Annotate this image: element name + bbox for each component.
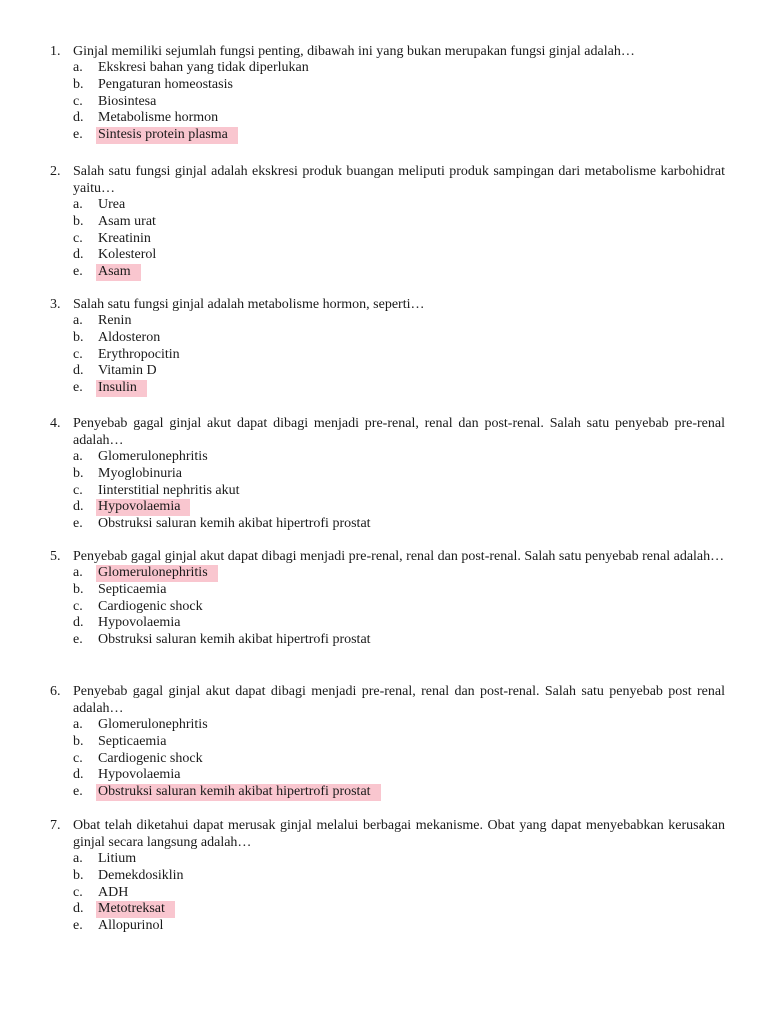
question-prompt (50, 683, 725, 717)
question-3 (50, 296, 725, 397)
answer-option (73, 918, 725, 935)
question-text: Penyebab gagal ginjal akut dapat dibagi menjadi pre-renal, renal dan post-renal. Salah satu penyebab post renal adalah… (73, 684, 725, 716)
question-number: 4. (50, 416, 61, 431)
option-text: Obstruksi saluran kemih akibat hipertrofi prostat (98, 516, 371, 532)
answer-option (73, 347, 725, 364)
option-list (50, 449, 725, 533)
option-letter: e. (73, 264, 83, 280)
option-letter: c. (73, 884, 83, 900)
answer-option-highlighted (73, 127, 725, 144)
option-text: Demekdosiklin (98, 867, 184, 883)
option-letter: c. (73, 598, 83, 614)
question-number: 1. (50, 44, 61, 59)
option-text: Metabolisme hormon (98, 110, 219, 126)
question-prompt (50, 163, 725, 197)
question-number: 2. (50, 164, 61, 179)
highlighted-answer-text: Sintesis protein plasma (96, 127, 238, 144)
option-text: Litium (98, 851, 137, 866)
question-text: Ginjal memiliki sejumlah fungsi penting, dibawah ini yang bukan merupakan fungsi ginjal adalah… (73, 44, 635, 59)
answer-option (73, 247, 725, 264)
answer-option (73, 885, 725, 902)
question-4 (50, 415, 725, 533)
option-letter: a. (73, 449, 83, 464)
option-text: Vitamin D (98, 363, 157, 379)
question-text: Obat telah diketahui dapat merusak ginjal melalui berbagai mekanisme. Obat yang dapat menyebabkan kerusakan ginjal secara langsung adalah… (73, 818, 725, 850)
answer-option (73, 483, 725, 500)
option-text: Septicaemia (98, 733, 167, 749)
question-number: 5. (50, 549, 61, 564)
option-list (50, 60, 725, 144)
answer-option (73, 313, 725, 330)
answer-option (73, 60, 725, 77)
option-list (50, 851, 725, 935)
option-letter: c. (73, 230, 83, 246)
option-text: ADH (98, 884, 129, 900)
answer-option-highlighted (73, 264, 725, 281)
answer-option (73, 851, 725, 868)
question-prompt (50, 548, 725, 565)
option-list (50, 565, 725, 649)
answer-option (73, 734, 725, 751)
question-number: 7. (50, 818, 61, 833)
option-letter: a. (73, 197, 83, 212)
option-text: Hypovolaemia (98, 615, 181, 631)
question-prompt (50, 817, 725, 851)
answer-option (73, 197, 725, 214)
option-text: Allopurinol (98, 918, 164, 934)
question-6 (50, 683, 725, 801)
option-text: Septicaemia (98, 581, 167, 597)
answer-option (73, 582, 725, 599)
answer-option (73, 767, 725, 784)
answer-option-highlighted (73, 380, 725, 397)
question-text: Penyebab gagal ginjal akut dapat dibagi menjadi pre-renal, renal dan post-renal. Salah satu penyebab renal adalah… (73, 549, 725, 564)
option-letter: a. (73, 313, 83, 328)
question-prompt (50, 43, 725, 60)
option-letter: d. (73, 767, 84, 783)
option-letter: b. (73, 581, 84, 597)
answer-option-highlighted (73, 901, 725, 918)
answer-option-highlighted (73, 565, 725, 582)
answer-option-highlighted (73, 784, 725, 801)
answer-option (73, 599, 725, 616)
option-text: Pengaturan homeostasis (98, 76, 233, 92)
option-letter: a. (73, 60, 83, 75)
highlighted-answer-text: Hypovolaemia (96, 499, 190, 516)
option-letter: b. (73, 213, 84, 229)
option-text: Biosintesa (98, 93, 157, 109)
question-text: Salah satu fungsi ginjal adalah metabolisme hormon, seperti… (73, 297, 425, 312)
highlighted-answer-text: Obstruksi saluran kemih akibat hipertrofi prostat (96, 784, 381, 801)
answer-option (73, 868, 725, 885)
option-letter: d. (73, 247, 84, 263)
answer-option (73, 231, 725, 248)
option-letter: b. (73, 867, 84, 883)
answer-option (73, 516, 725, 533)
question-text: Salah satu fungsi ginjal adalah ekskresi produk buangan meliputi produk sampingan dari metabolisme karbohidrat yaitu… (73, 164, 725, 196)
option-text: Kolesterol (98, 247, 157, 263)
option-letter: c. (73, 93, 83, 109)
option-letter: e. (73, 784, 83, 800)
option-text: Erythropocitin (98, 346, 180, 362)
answer-option (73, 632, 725, 649)
option-letter: d. (73, 110, 84, 126)
option-letter: b. (73, 329, 84, 345)
question-text: Penyebab gagal ginjal akut dapat dibagi menjadi pre-renal, renal dan post-renal. Salah satu penyebab pre-renal adalah… (73, 416, 725, 448)
answer-option (73, 466, 725, 483)
answer-option (73, 110, 725, 127)
option-text: Ekskresi bahan yang tidak diperlukan (98, 60, 309, 75)
option-letter: e. (73, 516, 83, 532)
option-letter: d. (73, 901, 84, 917)
option-text: Obstruksi saluran kemih akibat hipertrofi prostat (98, 632, 371, 648)
question-prompt (50, 415, 725, 449)
answer-option (73, 717, 725, 734)
answer-option (73, 77, 725, 94)
answer-option-highlighted (73, 499, 725, 516)
option-text: Iinterstitial nephritis akut (98, 482, 240, 498)
option-text: Cardiogenic shock (98, 750, 203, 766)
question-prompt (50, 296, 725, 313)
option-text: Myoglobinuria (98, 465, 182, 481)
highlighted-answer-text: Insulin (96, 380, 147, 397)
option-text: Glomerulonephritis (98, 717, 208, 732)
option-letter: e. (73, 380, 83, 396)
option-letter: d. (73, 499, 84, 515)
answer-option (73, 94, 725, 111)
option-letter: b. (73, 465, 84, 481)
question-number: 6. (50, 684, 61, 699)
option-letter: a. (73, 565, 83, 580)
option-letter: b. (73, 733, 84, 749)
answer-option (73, 214, 725, 231)
option-letter: c. (73, 346, 83, 362)
question-2 (50, 163, 725, 281)
option-letter: e. (73, 918, 83, 934)
option-list (50, 197, 725, 281)
question-7 (50, 817, 725, 935)
question-1 (50, 43, 725, 144)
option-text: Glomerulonephritis (98, 449, 208, 464)
option-letter: a. (73, 851, 83, 866)
option-letter: d. (73, 615, 84, 631)
option-text: Urea (98, 197, 126, 212)
option-letter: b. (73, 76, 84, 92)
option-text: Cardiogenic shock (98, 598, 203, 614)
option-text: Renin (98, 313, 132, 328)
option-list (50, 313, 725, 397)
option-list (50, 717, 725, 801)
option-text: Hypovolaemia (98, 767, 181, 783)
question-number: 3. (50, 297, 61, 312)
option-letter: a. (73, 717, 83, 732)
question-5 (50, 548, 725, 649)
option-letter: e. (73, 632, 83, 648)
option-letter: c. (73, 750, 83, 766)
highlighted-answer-text: Glomerulonephritis (96, 565, 218, 582)
option-letter: d. (73, 363, 84, 379)
option-letter: c. (73, 482, 83, 498)
option-text: Aldosteron (98, 329, 161, 345)
answer-option (73, 449, 725, 466)
option-letter: e. (73, 127, 83, 143)
option-text: Asam urat (98, 213, 156, 229)
answer-option (73, 615, 725, 632)
option-text: Kreatinin (98, 230, 151, 246)
highlighted-answer-text: Asam (96, 264, 141, 281)
answer-option (73, 363, 725, 380)
answer-option (73, 751, 725, 768)
highlighted-answer-text: Metotreksat (96, 901, 175, 918)
answer-option (73, 330, 725, 347)
